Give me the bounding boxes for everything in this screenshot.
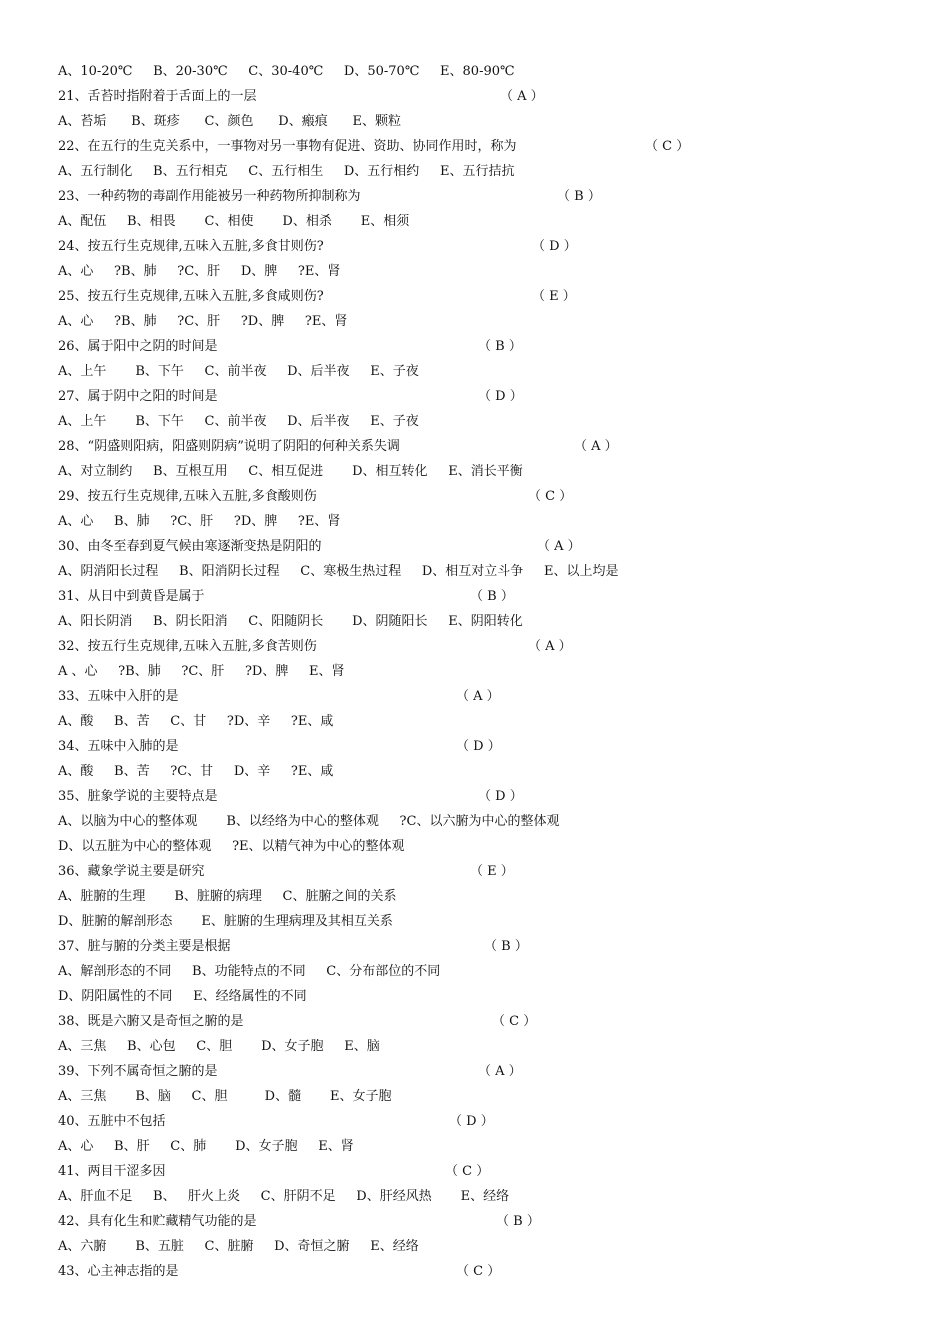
question-line: 30、由冬至春到夏气候由寒逐渐变热是阴阳的 bbox=[58, 539, 322, 554]
option-line: A 、心 ?B、肺 ?C、肝 ?D、脾 E、肾 bbox=[58, 664, 345, 679]
question-line: 35、脏象学说的主要特点是 bbox=[58, 789, 218, 804]
option-line: A、心 B、肝 C、肺 D、女子胞 E、肾 bbox=[58, 1139, 354, 1154]
answer-label: （ C ） bbox=[528, 489, 573, 504]
question-line: 26、属于阳中之阴的时间是 bbox=[58, 339, 218, 354]
option-line: A、配伍 B、相畏 C、相使 D、相杀 E、相须 bbox=[58, 214, 410, 229]
option-line: D、脏腑的解剖形态 E、脏腑的生理病理及其相互关系 bbox=[58, 914, 393, 929]
option-line: A、苔垢 B、斑疹 C、颜色 D、瘢痕 E、颗粒 bbox=[58, 114, 401, 129]
question-line: 41、两目干涩多因 bbox=[58, 1164, 166, 1179]
option-line: A、对立制约 B、互根互用 C、相互促进 D、相互转化 E、消长平衡 bbox=[58, 464, 523, 479]
answer-label: （ C ） bbox=[445, 1164, 490, 1179]
question-line: 22、在五行的生克关系中，一事物对另一事物有促进、资助、协同作用时，称为 bbox=[58, 139, 517, 154]
answer-label: （ C ） bbox=[456, 1264, 501, 1279]
question-line: 24、按五行生克规律,五味入五脏,多食甘则伤? bbox=[58, 239, 324, 254]
answer-label: （ C ） bbox=[645, 139, 690, 154]
option-line: A、六腑 B、五脏 C、脏腑 D、奇恒之腑 E、经络 bbox=[58, 1239, 419, 1254]
option-line: D、阴阳属性的不同 E、经络属性的不同 bbox=[58, 989, 307, 1004]
answer-label: （ E ） bbox=[532, 289, 576, 304]
question-line: 27、属于阴中之阳的时间是 bbox=[58, 389, 218, 404]
answer-label: （ A ） bbox=[574, 439, 618, 454]
question-line: 37、脏与腑的分类主要是根据 bbox=[58, 939, 231, 954]
answer-label: （ A ） bbox=[478, 1064, 522, 1079]
question-line: 23、一种药物的毒副作用能被另一种药物所抑制称为 bbox=[58, 189, 361, 204]
answer-label: （ E ） bbox=[470, 864, 514, 879]
answer-label: （ A ） bbox=[456, 689, 500, 704]
option-line: A、阳长阴消 B、阴长阳消 C、阳随阴长 D、阴随阳长 E、阴阳转化 bbox=[58, 614, 523, 629]
option-line: A、心 B、肺 ?C、肝 ?D、脾 ?E、肾 bbox=[58, 514, 341, 529]
answer-label: （ B ） bbox=[496, 1214, 540, 1229]
question-line: 31、从日中到黄昏是属于 bbox=[58, 589, 205, 604]
option-line: A、脏腑的生理 B、脏腑的病理 C、脏腑之间的关系 bbox=[58, 889, 397, 904]
option-line: A、肝血不足 B、 肝火上炎 C、肝阴不足 D、肝经风热 E、经络 bbox=[58, 1189, 510, 1204]
option-line: A、阴消阳长过程 B、阳消阴长过程 C、寒极生热过程 D、相互对立斗争 E、以上均是 bbox=[58, 564, 619, 579]
question-line: 40、五脏中不包括 bbox=[58, 1114, 166, 1129]
question-line: 33、五味中入肝的是 bbox=[58, 689, 179, 704]
option-line: A、三焦 B、脑 C、胆 D、髓 E、女子胞 bbox=[58, 1089, 392, 1104]
option-line: A、酸 B、苦 C、甘 ?D、辛 ?E、咸 bbox=[58, 714, 334, 729]
option-line: A、五行制化 B、五行相克 C、五行相生 D、五行相约 E、五行拮抗 bbox=[58, 164, 515, 179]
answer-label: （ B ） bbox=[557, 189, 601, 204]
question-line: 39、下列不属奇恒之腑的是 bbox=[58, 1064, 218, 1079]
option-line: A、上午 B、下午 C、前半夜 D、后半夜 E、子夜 bbox=[58, 364, 419, 379]
option-line: A、解剖形态的不同 B、功能特点的不同 C、分布部位的不同 bbox=[58, 964, 441, 979]
option-line: A、上午 B、下午 C、前半夜 D、后半夜 E、子夜 bbox=[58, 414, 419, 429]
option-line: A、心 ?B、肺 ?C、肝 D、脾 ?E、肾 bbox=[58, 264, 341, 279]
option-line: D、以五脏为中心的整体观 ?E、以精气神为中心的整体观 bbox=[58, 839, 405, 854]
question-line: 28、“阴盛则阳病，阳盛则阴病”说明了阴阳的何种关系失调 bbox=[58, 439, 400, 454]
answer-label: （ A ） bbox=[528, 639, 572, 654]
question-line: 34、五味中入肺的是 bbox=[58, 739, 179, 754]
answer-label: （ C ） bbox=[492, 1014, 537, 1029]
option-line: A、酸 B、苦 ?C、甘 D、辛 ?E、咸 bbox=[58, 764, 334, 779]
answer-label: （ B ） bbox=[484, 939, 528, 954]
answer-label: （ B ） bbox=[478, 339, 522, 354]
answer-label: （ D ） bbox=[478, 789, 523, 804]
question-line: 38、既是六腑又是奇恒之腑的是 bbox=[58, 1014, 244, 1029]
question-line: 29、按五行生克规律,五味入五脏,多食酸则伤 bbox=[58, 489, 317, 504]
answer-label: （ D ） bbox=[456, 739, 501, 754]
question-line: 43、心主神志指的是 bbox=[58, 1264, 179, 1279]
answer-label: （ A ） bbox=[537, 539, 581, 554]
question-line: 36、藏象学说主要是研究 bbox=[58, 864, 205, 879]
option-line: A、以脑为中心的整体观 B、以经络为中心的整体观 ?C、以六腑为中心的整体观 bbox=[58, 814, 560, 829]
question-line: 25、按五行生克规律,五味入五脏,多食咸则伤? bbox=[58, 289, 324, 304]
option-line: A、心 ?B、肺 ?C、肝 ?D、脾 ?E、肾 bbox=[58, 314, 348, 329]
answer-label: （ D ） bbox=[449, 1114, 494, 1129]
answer-label: （ D ） bbox=[478, 389, 523, 404]
option-line: A、10-20℃ B、20-30℃ C、30-40℃ D、50-70℃ E、80-90℃ bbox=[58, 64, 515, 79]
answer-label: （ D ） bbox=[532, 239, 577, 254]
option-line: A、三焦 B、心包 C、胆 D、女子胞 E、脑 bbox=[58, 1039, 380, 1054]
question-line: 42、具有化生和贮藏精气功能的是 bbox=[58, 1214, 257, 1229]
question-line: 32、按五行生克规律,五味入五脏,多食苦则伤 bbox=[58, 639, 317, 654]
question-line: 21、舌苔时指附着于舌面上的一层 bbox=[58, 89, 257, 104]
answer-label: （ B ） bbox=[470, 589, 514, 604]
answer-label: （ A ） bbox=[500, 89, 544, 104]
